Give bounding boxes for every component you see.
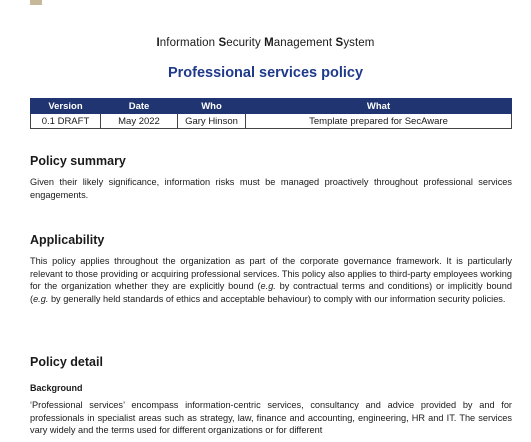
column-header-what: What <box>246 99 512 114</box>
policy-summary-section <box>30 154 512 201</box>
cell-date: May 2022 <box>101 114 178 129</box>
background-subheading: Background <box>30 383 83 393</box>
version-table-header-row <box>31 99 512 114</box>
corner-mark <box>30 0 42 5</box>
column-header-who: Who <box>178 99 246 114</box>
policy-summary-heading: Policy summary <box>30 154 126 168</box>
cell-what: Template prepared for SecAware <box>246 114 512 129</box>
policy-detail-section <box>30 355 512 437</box>
column-header-date: Date <box>101 99 178 114</box>
policy-detail-heading: Policy detail <box>30 355 103 369</box>
isms-title: Information Security Management System <box>156 37 375 49</box>
applicability-heading: Applicability <box>30 233 105 247</box>
applicability-text: This policy applies throughout the organization as part of the corporate governance framework. It is particularly relevant to those providing or acquiring professional services. This policy also applies to third-party employees working for the organization whether they are explicitly bound (e.g. by contractual terms and conditions) or implicitly bound (e.g. by generally held standards of ethics and acceptable behaviour) to comply with our information security policies. <box>30 256 512 304</box>
document-title: Professional services policy <box>167 65 364 81</box>
policy-summary-text: Given their likely significance, information risks must be managed proactively throughout professional services engagements. <box>30 177 512 200</box>
table-row <box>31 114 512 129</box>
cell-who: Gary Hinson <box>178 114 246 129</box>
applicability-section <box>30 233 512 305</box>
background-text: ‘Professional services’ encompass information-centric services, consultancy and advice provided by and for professionals in specialist areas such as strategy, law, finance and accounting, engineering, HR and IT. The services vary widely and the terms used for different organizations or for different <box>30 400 512 436</box>
column-header-version: Version <box>31 99 101 114</box>
cell-version: 0.1 DRAFT <box>31 114 101 129</box>
version-table <box>30 98 512 129</box>
